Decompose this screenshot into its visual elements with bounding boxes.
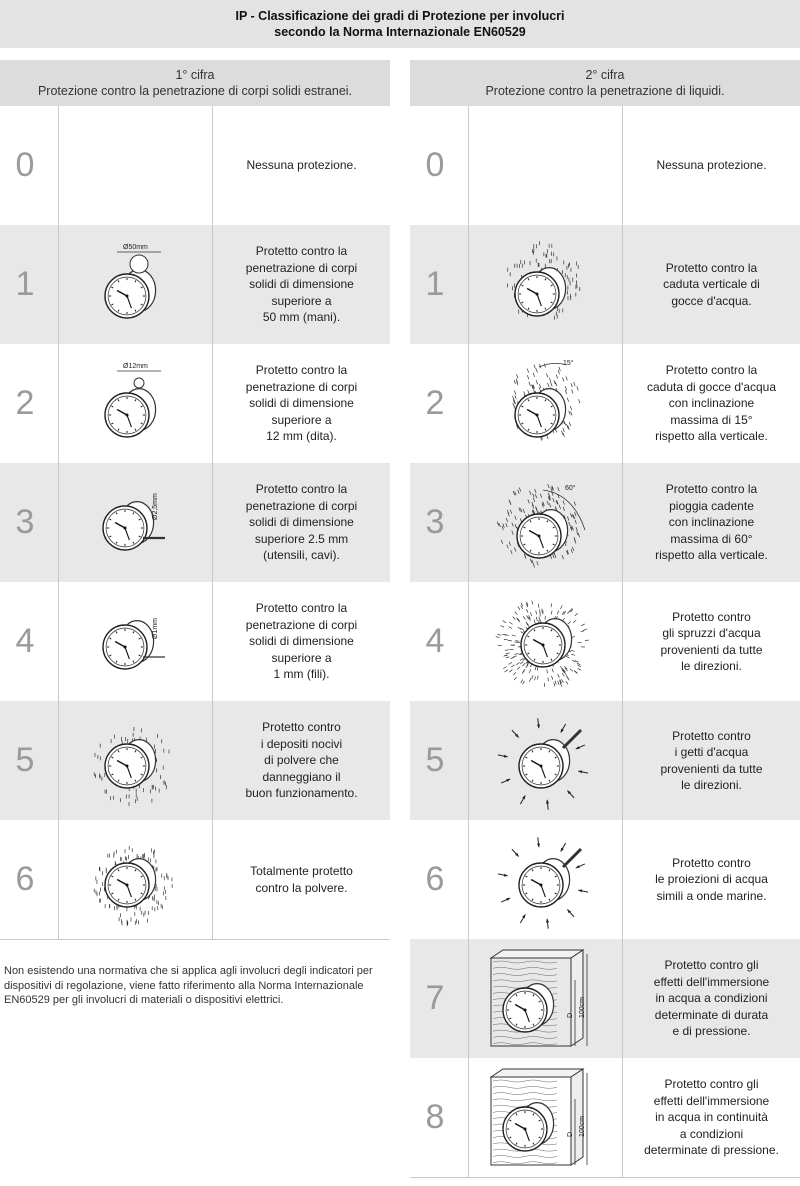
description-line: e di pressione. bbox=[672, 1024, 751, 1039]
dimension-label: Ø12mm bbox=[122, 362, 148, 370]
description-line: contro la polvere. bbox=[255, 880, 348, 895]
description-line: superiore a bbox=[271, 650, 332, 665]
protection-illustration bbox=[468, 1058, 623, 1177]
protection-row-5 bbox=[410, 701, 800, 820]
illustration-svg bbox=[61, 583, 211, 701]
protection-level-number: 1 bbox=[15, 265, 35, 303]
first-digit-title: 1° cifra bbox=[175, 68, 215, 82]
clock-icon bbox=[103, 620, 154, 668]
first-digit-header bbox=[0, 60, 390, 106]
description-line: Protetto contro la bbox=[255, 601, 348, 616]
illustration-svg bbox=[471, 464, 621, 582]
description-line: Protetto contro bbox=[262, 720, 341, 735]
description-line: solidi di dimensione bbox=[249, 396, 354, 411]
second-digit-table bbox=[410, 106, 800, 1178]
protection-level-number: 5 bbox=[425, 741, 445, 779]
second-digit-column bbox=[410, 60, 800, 1178]
description-line: Protetto contro bbox=[672, 609, 751, 624]
description-line: le proiezioni di acqua bbox=[655, 872, 768, 887]
title-line-2: secondo la Norma Internazionale EN60529 bbox=[274, 25, 526, 39]
description-line: Protetto contro bbox=[672, 728, 751, 743]
description-line: Protetto contro bbox=[672, 855, 751, 870]
illustration-svg bbox=[61, 107, 211, 225]
description-line: 12 mm (dita). bbox=[266, 429, 337, 444]
protection-row-7 bbox=[410, 939, 800, 1058]
protection-row-2 bbox=[0, 344, 390, 463]
protection-illustration bbox=[58, 344, 213, 463]
protection-level-number: 3 bbox=[425, 503, 445, 541]
protection-description bbox=[213, 225, 390, 344]
protection-illustration bbox=[468, 701, 623, 820]
description-line: Protetto contro gli bbox=[664, 958, 759, 973]
description-line: penetrazione di corpi bbox=[245, 617, 358, 632]
protection-description bbox=[213, 582, 390, 701]
clock-icon bbox=[503, 1102, 554, 1150]
dimension-label: D bbox=[566, 1131, 574, 1137]
protection-level-number: 6 bbox=[15, 860, 35, 898]
clock-icon bbox=[503, 983, 554, 1031]
illustration-svg bbox=[471, 702, 621, 820]
description-line: solidi di dimensione bbox=[249, 277, 354, 292]
clock-icon bbox=[105, 388, 156, 436]
protection-illustration bbox=[58, 701, 213, 820]
protection-description bbox=[623, 939, 800, 1058]
protection-row-1 bbox=[410, 225, 800, 344]
protection-row-6 bbox=[410, 820, 800, 939]
protection-illustration bbox=[58, 225, 213, 344]
clock-icon bbox=[519, 858, 570, 906]
description-line: Protetto contro la bbox=[665, 482, 758, 497]
illustration-svg bbox=[61, 226, 211, 344]
illustration-svg bbox=[61, 345, 211, 463]
dimension-label: Ø2,5mm bbox=[151, 492, 159, 520]
description-line: buon funzionamento. bbox=[245, 786, 358, 801]
description-line: Protetto contro la bbox=[665, 260, 758, 275]
description-line: le direzioni. bbox=[681, 778, 742, 792]
protection-description bbox=[623, 106, 800, 225]
clock-icon bbox=[105, 858, 156, 906]
description-line: 50 mm (mani). bbox=[262, 310, 341, 325]
description-line: danneggiano il bbox=[262, 769, 341, 784]
protection-level-number: 0 bbox=[15, 146, 35, 184]
protection-description bbox=[213, 106, 390, 225]
description-line: massima di 15° bbox=[670, 412, 753, 427]
description-line: superiore a bbox=[271, 293, 332, 308]
illustration-svg bbox=[61, 821, 211, 939]
protection-row-2 bbox=[410, 344, 800, 463]
second-digit-header bbox=[410, 60, 800, 106]
protection-illustration bbox=[468, 582, 623, 701]
protection-illustration bbox=[58, 106, 213, 225]
description-line: provenienti da tutte bbox=[660, 761, 763, 776]
protection-row-3 bbox=[410, 463, 800, 582]
protection-row-8 bbox=[410, 1058, 800, 1177]
protection-level-number: 5 bbox=[15, 741, 35, 779]
description-line: con inclinazione bbox=[668, 515, 755, 530]
description-line: in acqua a condizioni bbox=[655, 991, 768, 1006]
protection-illustration bbox=[468, 225, 623, 344]
page-title bbox=[0, 0, 800, 48]
description-line: superiore 2.5 mm bbox=[254, 531, 349, 546]
first-digit-table bbox=[0, 106, 390, 940]
protection-illustration bbox=[468, 344, 623, 463]
illustration-svg bbox=[471, 821, 621, 939]
description-line: pioggia cadente bbox=[669, 498, 754, 513]
description-line: le direzioni. bbox=[681, 659, 742, 673]
second-digit-subtitle: Protezione contro la penetrazione di liquidi. bbox=[485, 84, 725, 98]
description-line: Nessuna protezione. bbox=[656, 158, 767, 173]
protection-row-3 bbox=[0, 463, 390, 582]
protection-description bbox=[623, 701, 800, 820]
description-line: determinate di pressione. bbox=[644, 1143, 779, 1158]
description-line: provenienti da tutte bbox=[660, 642, 763, 657]
dimension-label: 100cm bbox=[578, 996, 586, 1018]
protection-row-0 bbox=[0, 106, 390, 225]
protection-level-number: 1 bbox=[425, 265, 445, 303]
protection-description bbox=[213, 463, 390, 582]
protection-illustration bbox=[468, 939, 623, 1058]
description-line: gocce d'acqua. bbox=[671, 293, 752, 308]
protection-level-number: 6 bbox=[425, 860, 445, 898]
protection-level-number: 7 bbox=[425, 979, 445, 1017]
description-line: i getti d'acqua bbox=[674, 745, 749, 759]
title-line-1: IP - Classificazione dei gradi di Protezione per involucri bbox=[235, 9, 565, 23]
description-line: solidi di dimensione bbox=[249, 634, 354, 649]
clock-icon bbox=[105, 269, 156, 317]
clock-icon bbox=[103, 501, 154, 549]
description-line: solidi di dimensione bbox=[249, 515, 354, 530]
description-line: caduta di gocce d'acqua bbox=[646, 379, 777, 394]
description-line: Protetto contro la bbox=[255, 244, 348, 259]
protection-description bbox=[213, 701, 390, 820]
dimension-label: Ø50mm bbox=[122, 243, 148, 251]
protection-row-0 bbox=[410, 106, 800, 225]
protection-illustration bbox=[468, 463, 623, 582]
protection-row-4 bbox=[410, 582, 800, 701]
description-line: penetrazione di corpi bbox=[245, 379, 358, 394]
description-line: di polvere che bbox=[264, 753, 339, 768]
protection-illustration bbox=[58, 820, 213, 939]
description-line: Protetto contro gli bbox=[664, 1077, 759, 1092]
first-digit-column bbox=[0, 60, 390, 940]
description-line: gli spruzzi d'acqua bbox=[662, 626, 761, 640]
protection-level-number: 3 bbox=[15, 503, 35, 541]
protection-description bbox=[623, 1058, 800, 1177]
description-line: caduta verticale di bbox=[663, 277, 760, 292]
description-line: penetrazione di corpi bbox=[245, 260, 358, 275]
protection-description bbox=[213, 820, 390, 939]
protection-description bbox=[213, 344, 390, 463]
protection-description bbox=[623, 225, 800, 344]
dimension-label: D bbox=[566, 1012, 574, 1018]
illustration-svg bbox=[61, 464, 211, 582]
protection-level-number: 8 bbox=[425, 1098, 445, 1136]
description-line: Nessuna protezione. bbox=[246, 158, 357, 173]
first-digit-subtitle: Protezione contro la penetrazione di corpi solidi estranei. bbox=[37, 84, 353, 98]
protection-row-5 bbox=[0, 701, 390, 820]
illustration-svg bbox=[471, 226, 621, 344]
clock-icon bbox=[515, 388, 566, 436]
description-line: effetti dell'immersione bbox=[653, 974, 770, 989]
description-line: Protetto contro la bbox=[255, 482, 348, 497]
second-digit-title: 2° cifra bbox=[585, 68, 625, 82]
description-line: 1 mm (fili). bbox=[273, 667, 330, 682]
clock-icon bbox=[517, 509, 568, 557]
description-line: a condizioni bbox=[679, 1126, 744, 1141]
illustration-svg bbox=[471, 1059, 621, 1177]
dimension-label: 15° bbox=[562, 359, 574, 367]
protection-illustration bbox=[468, 820, 623, 939]
protection-level-number: 2 bbox=[425, 384, 445, 422]
protection-level-number: 0 bbox=[425, 146, 445, 184]
description-line: rispetto alla verticale. bbox=[655, 429, 768, 444]
protection-illustration bbox=[58, 463, 213, 582]
clock-icon bbox=[105, 739, 156, 787]
description-line: Protetto contro la bbox=[255, 363, 348, 378]
description-line: con inclinazione bbox=[668, 396, 755, 411]
description-line: massima di 60° bbox=[670, 531, 753, 546]
description-line: superiore a bbox=[271, 412, 332, 427]
description-line: simili a onde marine. bbox=[656, 888, 767, 903]
description-line: determinate di durata bbox=[654, 1007, 769, 1022]
illustration-svg bbox=[471, 107, 621, 225]
protection-row-4 bbox=[0, 582, 390, 701]
protection-level-number: 4 bbox=[425, 622, 445, 660]
protection-illustration bbox=[58, 582, 213, 701]
footnote: Non esistendo una normativa che si applica agli involucri degli indicatori per dispositivi di regolazione, viene fatto riferimento alla Norma Internazionale EN60529 per gli involucri di materiali o dispositivi elettrici. bbox=[4, 965, 373, 1006]
protection-description bbox=[623, 344, 800, 463]
illustration-svg bbox=[471, 940, 621, 1058]
protection-level-number: 4 bbox=[15, 622, 35, 660]
protection-row-1 bbox=[0, 225, 390, 344]
description-line: penetrazione di corpi bbox=[245, 498, 358, 513]
protection-description bbox=[623, 820, 800, 939]
description-line: Totalmente protetto bbox=[250, 864, 353, 878]
protection-illustration bbox=[468, 106, 623, 225]
dimension-label: 60° bbox=[564, 484, 576, 492]
protection-level-number: 2 bbox=[15, 384, 35, 422]
description-line: Protetto contro la bbox=[665, 363, 758, 378]
illustration-svg bbox=[471, 583, 621, 701]
illustration-svg bbox=[61, 702, 211, 820]
protection-description bbox=[623, 582, 800, 701]
description-line: rispetto alla verticale. bbox=[655, 548, 768, 563]
protection-row-6 bbox=[0, 820, 390, 939]
description-line: (utensili, cavi). bbox=[263, 548, 340, 563]
clock-icon bbox=[519, 739, 570, 787]
dimension-label: 100cm bbox=[578, 1115, 586, 1137]
description-line: in acqua in continuità bbox=[655, 1110, 768, 1125]
illustration-svg bbox=[471, 345, 621, 463]
description-line: i depositi nocivi bbox=[260, 736, 343, 751]
protection-description bbox=[623, 463, 800, 582]
dimension-label: Ø1mm bbox=[151, 617, 159, 639]
description-line: effetti dell'immersione bbox=[653, 1093, 770, 1108]
